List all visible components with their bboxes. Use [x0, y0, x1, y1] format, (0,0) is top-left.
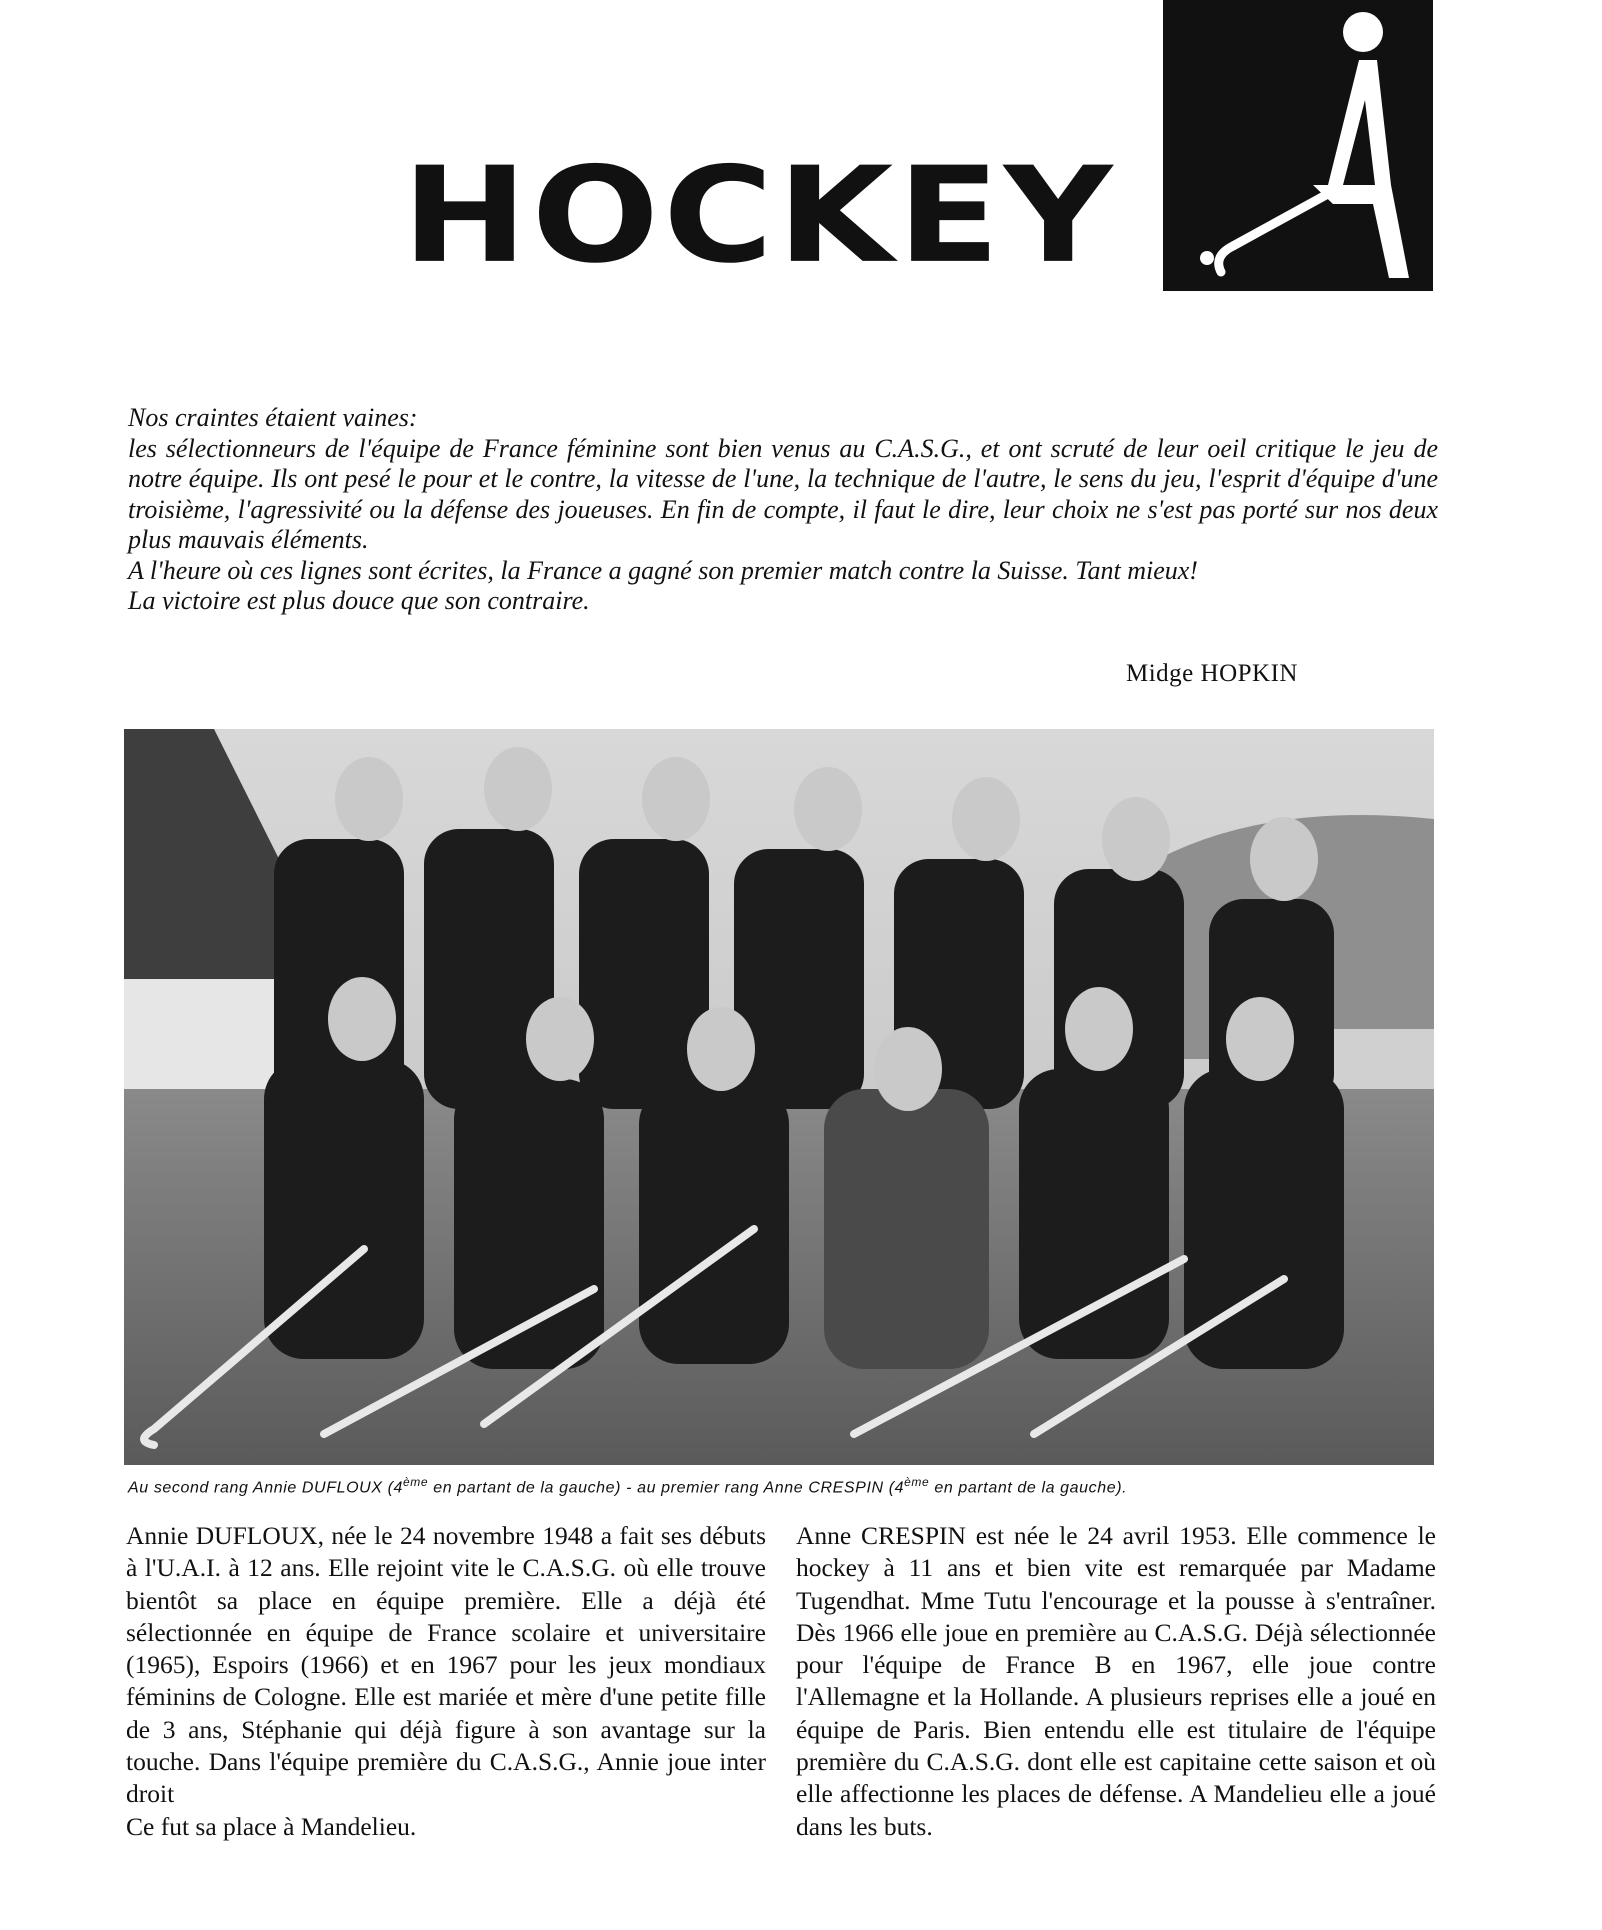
article-column-right: [796, 1520, 1436, 1843]
intro-line: A l'heure où ces lignes sont écrites, la France a gagné son premier match contre la Suisse. Tant mieux!: [128, 555, 1198, 585]
paragraph: Annie DUFLOUX, née le 24 novembre 1948 a fait ses débuts à l'U.A.I. à 12 ans. Elle rejoint vite le C.A.S.G. où elle trouve bientôt sa place en équipe première. Elle a déjà été sélectionnée en équipe de France scolaire et universitaire (1965), Espoirs (1966) et en 1967 pour les jeux mondiaux féminins de Cologne. Elle est mariée et mère d'une petite fille de 3 ans, Stéphanie qui déjà figure à son avantage sur la touche. Dans l'équipe première du C.A.S.G., Annie joue inter droit: [126, 1521, 766, 1809]
paragraph: Anne CRESPIN est née le 24 avril 1953. Elle commence le hockey à 11 ans et bien vite est remarquée par Madame Tugendhat. Mme Tutu l'encourage et la pousse à s'entraîner. Dès 1966 elle joue en première au C.A.S.G. Déjà sélectionnée pour l'équipe de France B en 1967, elle joue contre l'Allemagne et la Hollande. A plusieurs reprises elle a joué en équipe de Paris. Bien entendu elle est titulaire de l'équipe première du C.A.S.G. dont elle est capitaine cette saison et où elle affectionne les places de défense. A Mandelieu elle a joué dans les buts.: [796, 1521, 1436, 1841]
intro-text: [128, 403, 1438, 617]
intro-line: Nos craintes étaient vaines:: [128, 403, 418, 432]
intro-line: les sélectionneurs de l'équipe de France féminine sont bien venus au C.A.S.G., et ont scruté de leur oeil critique le jeu de notre équipe. Ils ont pesé le pour et le contre, la vitesse de l'une, la technique de l'autre, le sens du jeu, l'esprit d'équipe d'une troisième, l'agressivité ou la défense des joueuses. En fin de compte, il faut le dire, leur choix ne s'est pas porté sur nos deux plus mauvais éléments.: [128, 433, 1438, 554]
hockey-player-icon: [1163, 0, 1433, 291]
intro-line: La victoire est plus douce que son contraire.: [128, 586, 590, 615]
page-title: HOCKEY: [402, 139, 1117, 293]
article-column-left: [126, 1520, 766, 1843]
author: Midge HOPKIN: [1126, 660, 1298, 687]
team-photo: [124, 729, 1434, 1465]
photo-caption: Au second rang Annie DUFLOUX (4ème en partant de la gauche) - au premier rang Anne CRESPIN (4ème en partant de la gauche).: [128, 1475, 1128, 1497]
paragraph: Ce fut sa place à Mandelieu.: [126, 1811, 417, 1841]
